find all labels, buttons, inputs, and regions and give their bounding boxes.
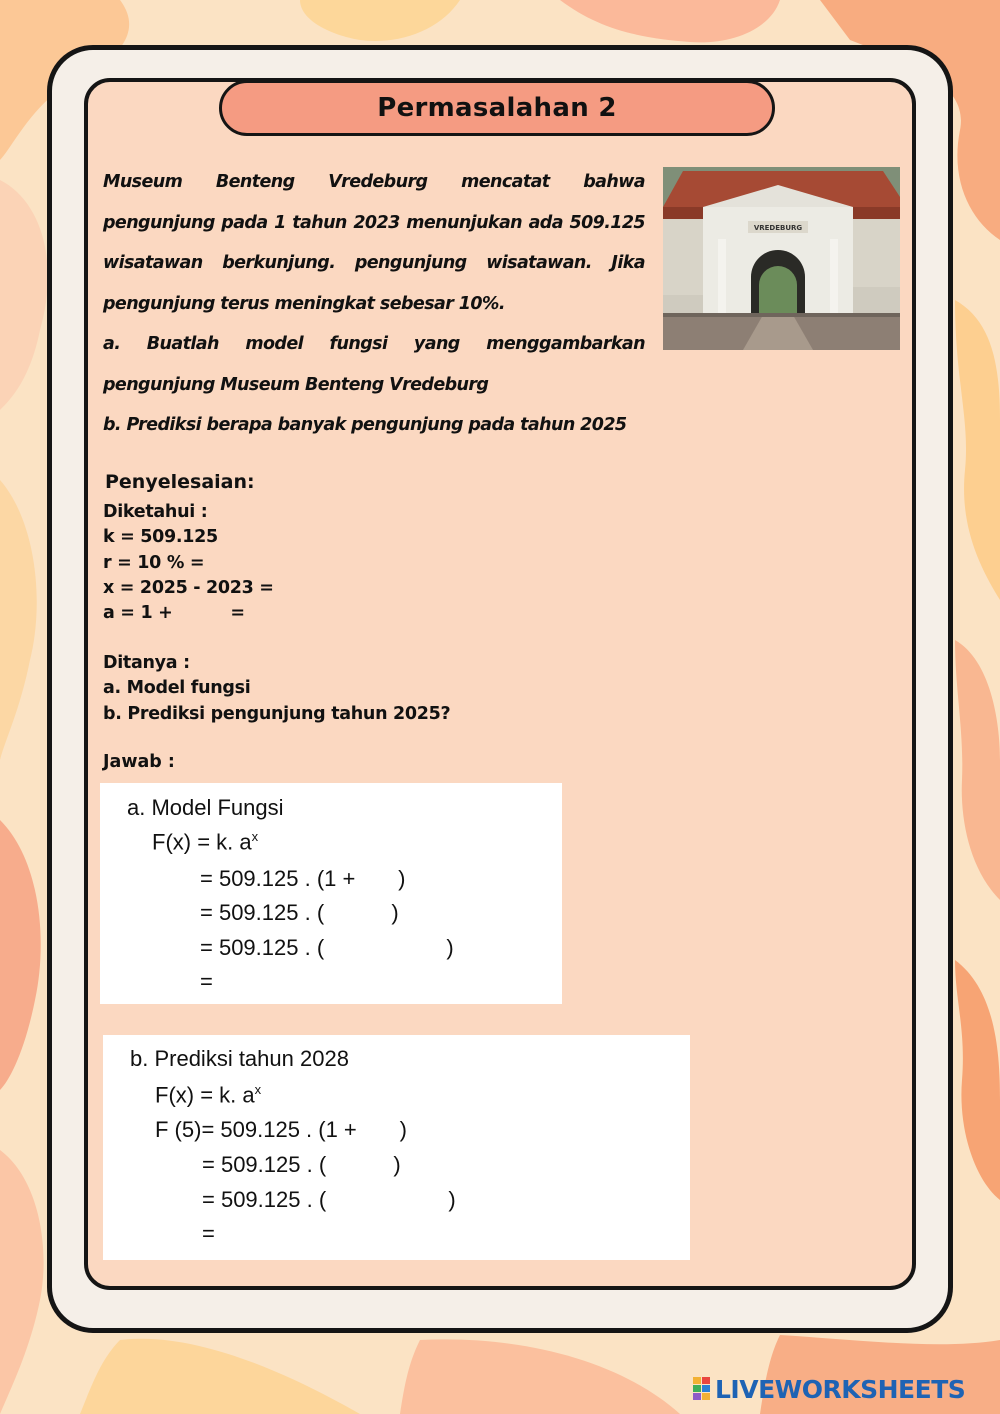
gate-sign: VREDEBURG	[753, 224, 803, 232]
question-a: a. Buatlah model fungsi yang menggambarkan pengunjung Museum Benteng Vredeburg	[103, 334, 645, 395]
problem-text	[103, 162, 645, 446]
liveworksheets-logo[interactable]	[693, 1374, 965, 1404]
box-a-line-4: =	[200, 969, 213, 994]
known-section	[103, 500, 274, 626]
brand-name: LIVEWORKSHEETS	[715, 1374, 966, 1404]
answer-box-a	[100, 783, 562, 1004]
problem-paragraph: Museum Benteng Vredeburg mencatat bahwa pengunjung pada 1 tahun 2023 menunjukan ada 509.125 wisatawan berkunjung. pengunjung wisatawan. Jika pengunjung terus meningkat sebesar 10%.	[103, 172, 645, 314]
question-b: b. Prediksi berapa banyak pengunjung pada tahun 2025	[103, 415, 627, 435]
known-x: x = 2025 - 2023 =	[103, 577, 274, 598]
box-a-line-1: = 509.125 . (1 + )	[200, 866, 406, 891]
known-a: a = 1 + =	[103, 603, 245, 624]
known-r: r = 10 % =	[103, 552, 205, 573]
answer-box-b	[103, 1035, 690, 1260]
box-a-line-3: = 509.125 . ( )	[200, 935, 454, 960]
solution-heading: Penyelesaian:	[105, 471, 255, 493]
asked-section	[103, 651, 450, 727]
known-k: k = 509.125	[103, 527, 218, 548]
box-b-line-3: = 509.125 . ( )	[202, 1187, 456, 1212]
box-a-line-2: = 509.125 . ( )	[200, 900, 399, 925]
known-heading: Diketahui :	[103, 502, 208, 522]
box-b-title: b. Prediksi tahun 2028	[130, 1046, 349, 1071]
answer-heading: Jawab :	[103, 752, 175, 772]
box-a-formula: F(x) = k. $a^x$	[152, 829, 259, 855]
box-b-formula: F(x) = k. $a^x$	[155, 1082, 262, 1108]
vredeburg-gate-photo	[663, 167, 900, 350]
liveworksheets-mark-icon	[693, 1377, 711, 1401]
box-b-line-4: =	[202, 1221, 215, 1246]
page-title: Permasalahan 2	[219, 80, 775, 136]
asked-b: b. Prediksi pengunjung tahun 2025?	[103, 703, 451, 724]
asked-heading: Ditanya :	[103, 653, 190, 673]
box-b-line-1: F (5)= 509.125 . (1 + )	[155, 1117, 407, 1142]
box-a-title: a. Model Fungsi	[127, 795, 284, 820]
box-b-line-2: = 509.125 . ( )	[202, 1152, 401, 1177]
asked-a: a. Model fungsi	[103, 678, 251, 699]
